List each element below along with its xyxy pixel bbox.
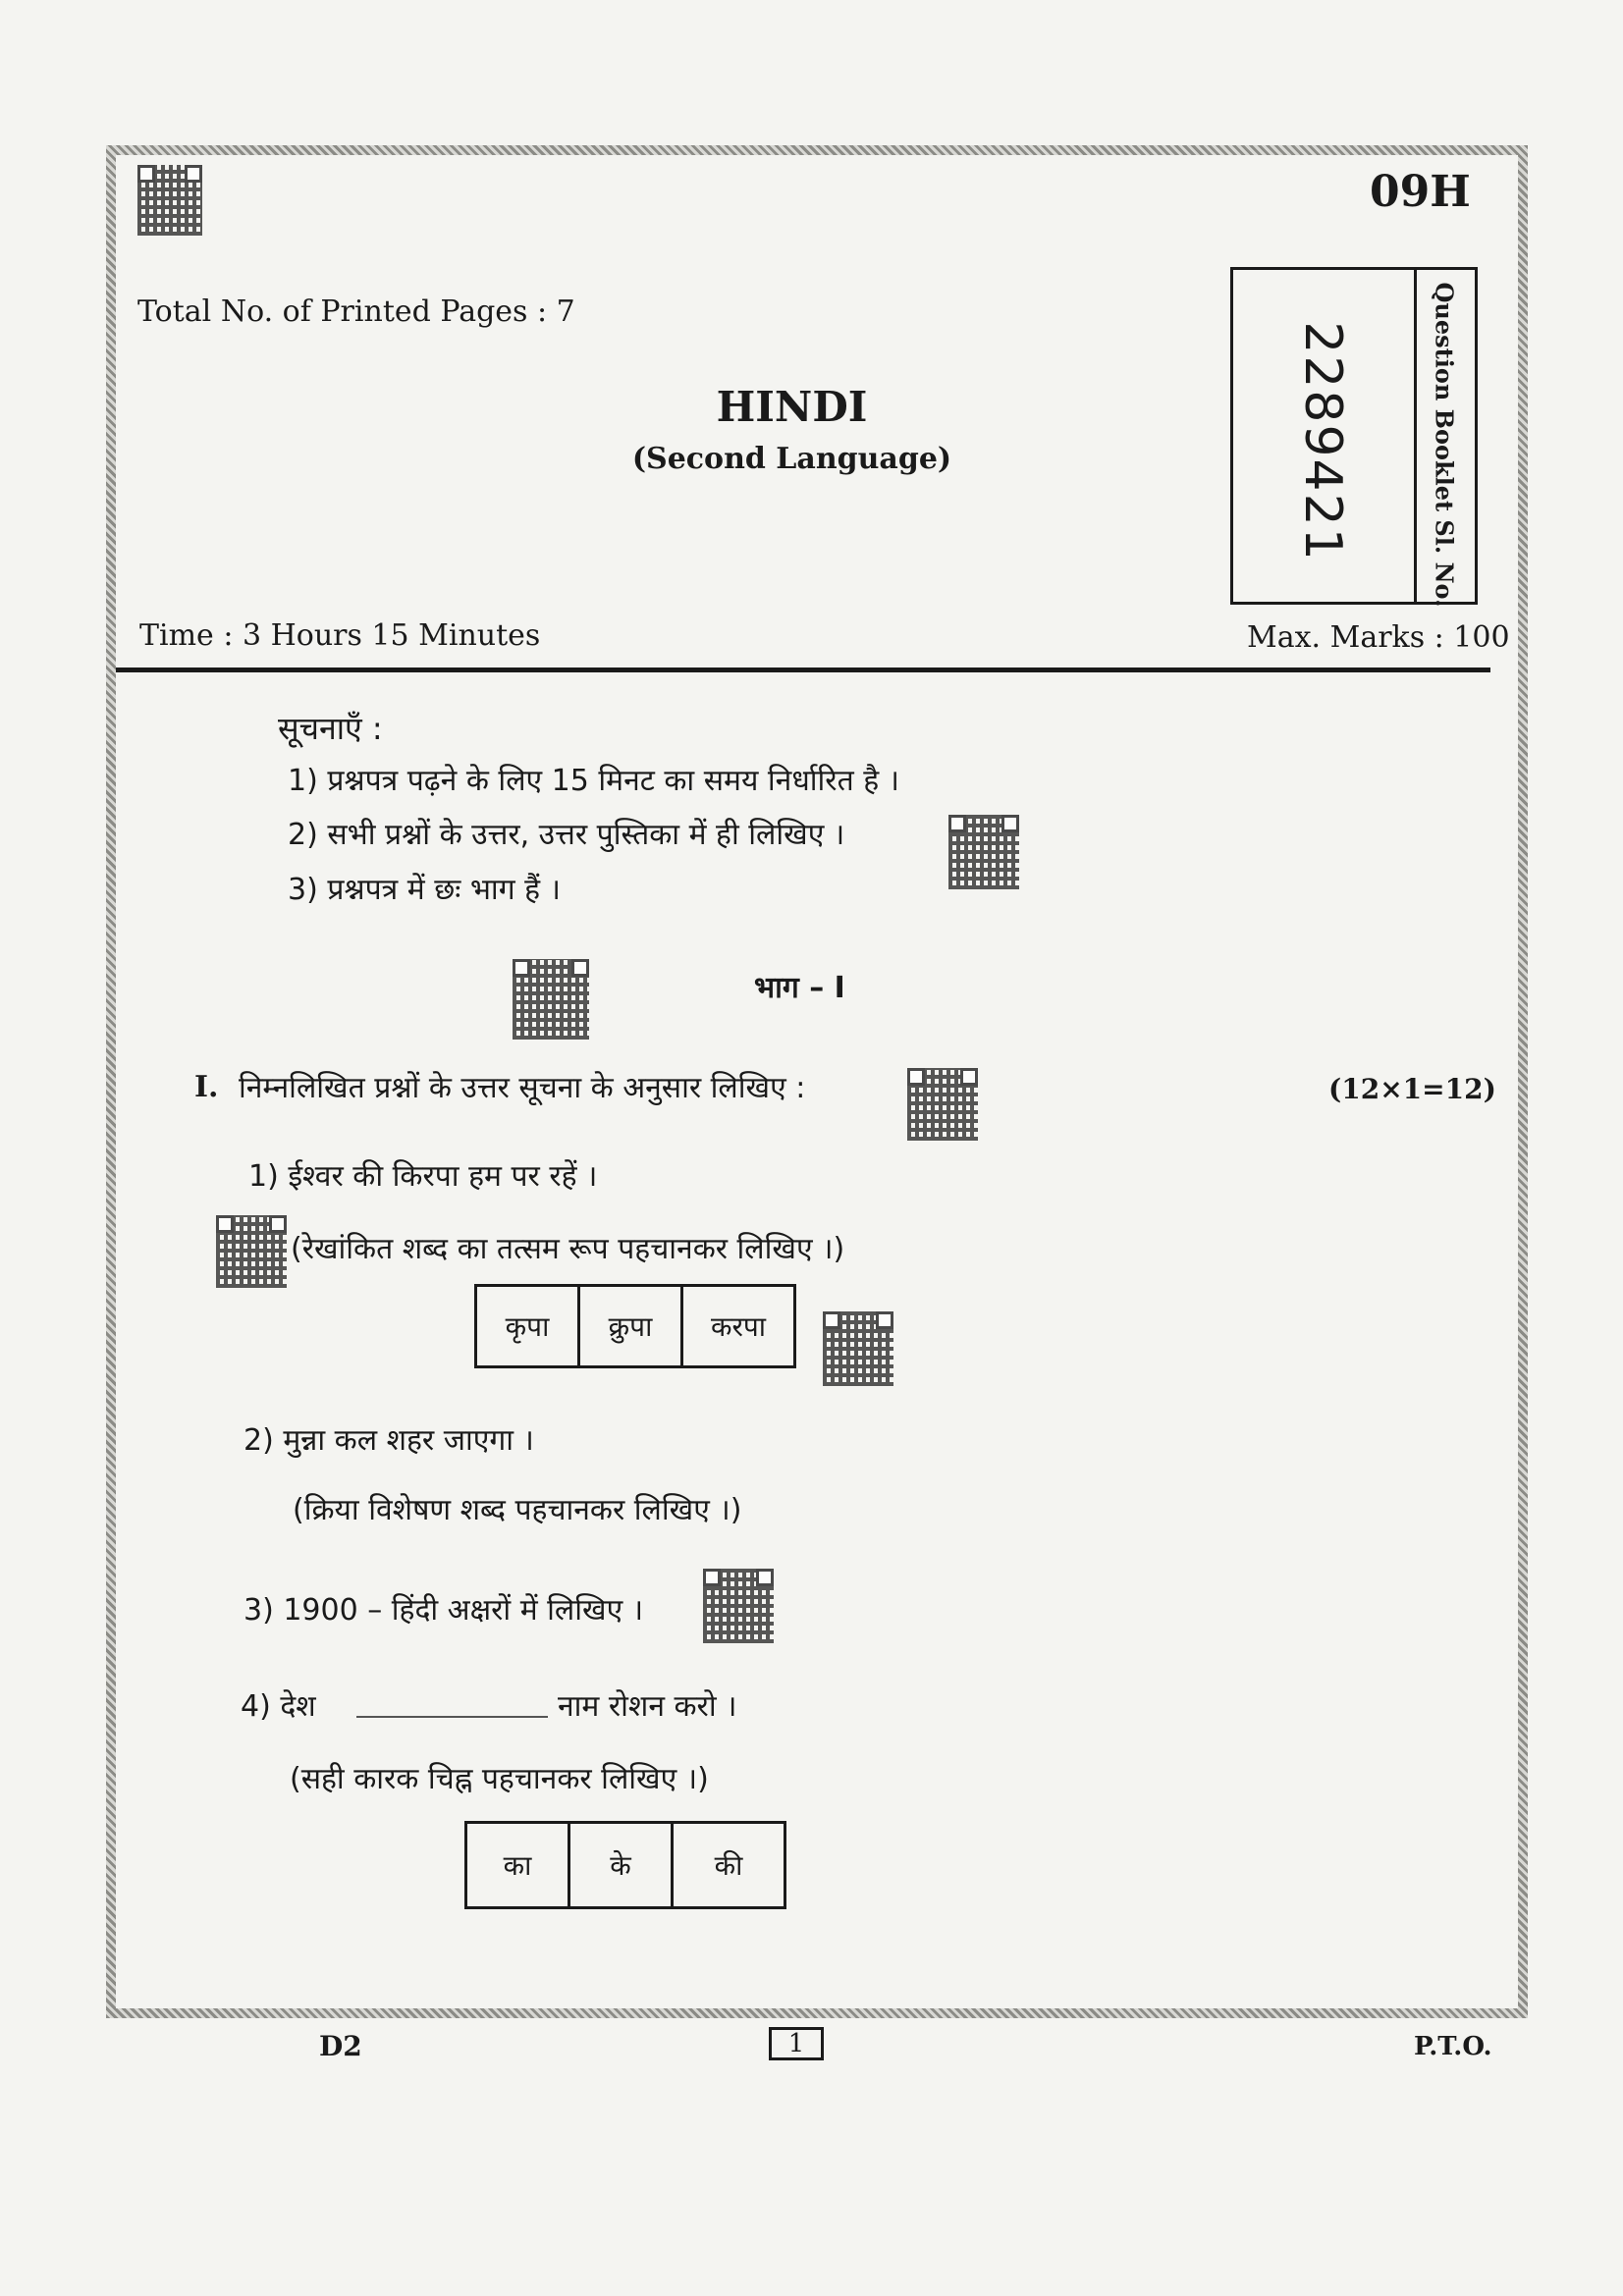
option-box: का — [466, 1823, 569, 1908]
section-title: भाग – I — [754, 971, 845, 1005]
question-2: 2) मुन्ना कल शहर जाएगा । — [243, 1423, 534, 1458]
booklet-serial-divider — [1414, 267, 1417, 605]
max-marks: Max. Marks : 100 — [1247, 620, 1510, 655]
question-1-options — [474, 1284, 796, 1368]
qr-code-icon — [216, 1215, 287, 1288]
question-instruction: निम्नलिखित प्रश्नों के उत्तर सूचना के अनुसार लिखिए : — [239, 1071, 806, 1105]
question-4-part-a: 4) देश — [241, 1689, 316, 1724]
question-4-options — [464, 1821, 786, 1909]
subject-subtitle: (Second Language) — [631, 442, 952, 476]
section-marks: (12×1=12) — [1328, 1073, 1496, 1105]
question-number: I. — [194, 1070, 219, 1104]
header-divider — [116, 667, 1490, 672]
qr-code-icon — [823, 1311, 893, 1386]
qr-code-icon — [513, 959, 589, 1040]
total-pages: Total No. of Printed Pages : 7 — [137, 294, 575, 329]
option-box: करपा — [682, 1286, 795, 1367]
option-box: कृपा — [476, 1286, 579, 1367]
paper-code: 09H — [1370, 167, 1471, 217]
time-allowed: Time : 3 Hours 15 Minutes — [139, 618, 541, 653]
option-box: की — [673, 1823, 785, 1908]
please-turn-over: P.T.O. — [1414, 2032, 1492, 2061]
footer-code: D2 — [319, 2030, 362, 2062]
answer-blank-line — [356, 1716, 548, 1718]
instruction-3: 3) प्रश्नपत्र में छः भाग हैं । — [288, 873, 561, 907]
qr-code-icon — [703, 1569, 774, 1643]
instructions-heading: सूचनाएँ : — [278, 710, 383, 747]
question-4-hint: (सही कारक चिह्न पहचानकर लिखिए ।) — [290, 1762, 709, 1796]
option-box: के — [569, 1823, 673, 1908]
page-number: 1 — [769, 2027, 824, 2060]
question-3: 3) 1900 – हिंदी अक्षरों में लिखिए । — [243, 1593, 644, 1628]
instruction-2: 2) सभी प्रश्नों के उत्तर, उत्तर पुस्तिका में ही लिखिए । — [288, 818, 845, 852]
booklet-number: 2289421 — [1293, 321, 1352, 562]
qr-code-icon — [948, 815, 1019, 889]
option-box: क्रुपा — [579, 1286, 682, 1367]
question-1: 1) ईश्वर की किरपा हम पर रहें । — [248, 1159, 598, 1194]
booklet-label: Question Booklet Sl. No. — [1430, 282, 1459, 608]
instruction-1: 1) प्रश्नपत्र पढ़ने के लिए 15 मिनट का समय निर्धारित है । — [288, 764, 900, 798]
question-4-part-b: नाम रोशन करो । — [558, 1689, 737, 1724]
question-1-hint: (रेखांकित शब्द का तत्सम रूप पहचानकर लिखिए ।) — [291, 1232, 845, 1266]
question-2-hint: (क्रिया विशेषण शब्द पहचानकर लिखिए ।) — [293, 1493, 742, 1527]
qr-code-icon — [907, 1068, 978, 1141]
subject-title: HINDI — [716, 383, 868, 431]
datamatrix-code-icon — [137, 165, 202, 236]
